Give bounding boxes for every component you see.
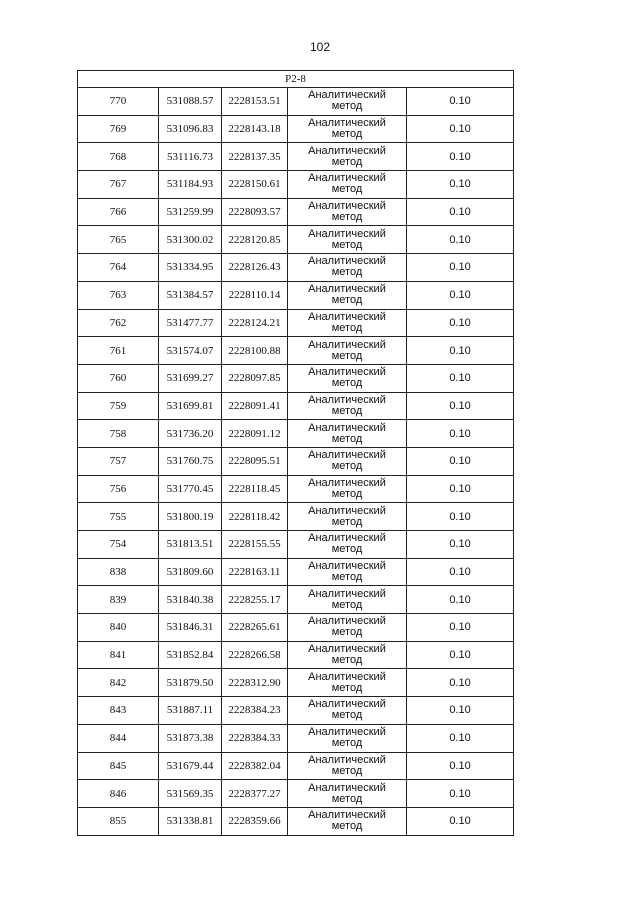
accuracy-cell: 0.10 <box>407 503 514 531</box>
method-line-2: метод <box>331 598 363 611</box>
method-line-1: Аналитический <box>308 504 386 517</box>
method-cell <box>288 364 407 392</box>
table-row <box>78 115 514 143</box>
accuracy-cell: 0.10 <box>407 614 514 642</box>
method-cell <box>288 807 407 835</box>
point-number-cell: 844 <box>78 724 159 752</box>
y-coordinate-cell: 2228091.41 <box>222 392 288 420</box>
y-coordinate-cell: 2228384.23 <box>222 697 288 725</box>
point-number-cell: 757 <box>78 447 159 475</box>
method-line-2: метод <box>331 543 363 556</box>
table-row <box>78 475 514 503</box>
table-row <box>78 807 514 835</box>
y-coordinate-cell: 2228118.42 <box>222 503 288 531</box>
accuracy-cell: 0.10 <box>407 752 514 780</box>
table-row <box>78 88 514 116</box>
method-line-1: Аналитический <box>308 89 386 102</box>
x-coordinate-cell: 531846.31 <box>159 614 222 642</box>
point-number-cell: 840 <box>78 614 159 642</box>
accuracy-cell: 0.10 <box>407 254 514 282</box>
method-line-2: метод <box>331 377 363 390</box>
point-number-cell: 765 <box>78 226 159 254</box>
y-coordinate-cell: 2228153.51 <box>222 88 288 116</box>
x-coordinate-cell: 531873.38 <box>159 724 222 752</box>
y-coordinate-cell: 2228163.11 <box>222 558 288 586</box>
accuracy-cell: 0.10 <box>407 669 514 697</box>
x-coordinate-cell: 531338.81 <box>159 807 222 835</box>
method-cell <box>288 309 407 337</box>
method-line-2: метод <box>331 183 363 196</box>
x-coordinate-cell: 531088.57 <box>159 88 222 116</box>
method-line-1: Аналитический <box>308 421 386 434</box>
accuracy-cell: 0.10 <box>407 697 514 725</box>
method-cell <box>288 614 407 642</box>
table-row <box>78 337 514 365</box>
method-line-1: Аналитический <box>308 393 386 406</box>
method-line-2: метод <box>331 321 363 334</box>
x-coordinate-cell: 531840.38 <box>159 586 222 614</box>
method-line-2: метод <box>331 100 363 113</box>
accuracy-cell: 0.10 <box>407 807 514 835</box>
accuracy-cell: 0.10 <box>407 392 514 420</box>
x-coordinate-cell: 531852.84 <box>159 641 222 669</box>
point-number-cell: 768 <box>78 143 159 171</box>
point-number-cell: 838 <box>78 558 159 586</box>
table-body <box>78 71 514 836</box>
accuracy-cell: 0.10 <box>407 337 514 365</box>
method-cell <box>288 752 407 780</box>
point-number-cell: 760 <box>78 364 159 392</box>
point-number-cell: 755 <box>78 503 159 531</box>
method-cell <box>288 503 407 531</box>
method-line-2: метод <box>331 820 363 833</box>
point-number-cell: 758 <box>78 420 159 448</box>
method-cell <box>288 337 407 365</box>
method-cell <box>288 198 407 226</box>
x-coordinate-cell: 531096.83 <box>159 115 222 143</box>
x-coordinate-cell: 531574.07 <box>159 337 222 365</box>
method-line-1: Аналитический <box>308 560 386 573</box>
point-number-cell: 754 <box>78 531 159 559</box>
method-line-2: метод <box>331 266 363 279</box>
accuracy-cell: 0.10 <box>407 447 514 475</box>
method-line-2: метод <box>331 515 363 528</box>
accuracy-cell: 0.10 <box>407 586 514 614</box>
method-cell <box>288 115 407 143</box>
point-number-cell: 855 <box>78 807 159 835</box>
y-coordinate-cell: 2228110.14 <box>222 281 288 309</box>
x-coordinate-cell: 531569.35 <box>159 780 222 808</box>
x-coordinate-cell: 531760.75 <box>159 447 222 475</box>
method-line-1: Аналитический <box>308 532 386 545</box>
x-coordinate-cell: 531334.95 <box>159 254 222 282</box>
method-line-1: Аналитический <box>308 781 386 794</box>
y-coordinate-cell: 2228137.35 <box>222 143 288 171</box>
table-row <box>78 531 514 559</box>
method-line-2: метод <box>331 571 363 584</box>
x-coordinate-cell: 531300.02 <box>159 226 222 254</box>
method-line-2: метод <box>331 155 363 168</box>
method-cell <box>288 475 407 503</box>
method-line-1: Аналитический <box>308 200 386 213</box>
accuracy-cell: 0.10 <box>407 226 514 254</box>
method-cell <box>288 669 407 697</box>
accuracy-cell: 0.10 <box>407 531 514 559</box>
accuracy-cell: 0.10 <box>407 364 514 392</box>
accuracy-cell: 0.10 <box>407 281 514 309</box>
table-row <box>78 724 514 752</box>
method-line-1: Аналитический <box>308 255 386 268</box>
method-line-1: Аналитический <box>308 615 386 628</box>
table-row <box>78 420 514 448</box>
method-line-1: Аналитический <box>308 366 386 379</box>
x-coordinate-cell: 531800.19 <box>159 503 222 531</box>
page-number: 102 <box>309 40 331 54</box>
method-cell <box>288 697 407 725</box>
x-coordinate-cell: 531809.60 <box>159 558 222 586</box>
method-cell <box>288 392 407 420</box>
point-number-cell: 763 <box>78 281 159 309</box>
method-line-1: Аналитический <box>308 338 386 351</box>
method-line-2: метод <box>331 238 363 251</box>
table-row <box>78 226 514 254</box>
method-line-2: метод <box>331 487 363 500</box>
table-row <box>78 614 514 642</box>
x-coordinate-cell: 531887.11 <box>159 697 222 725</box>
table-row <box>78 558 514 586</box>
y-coordinate-cell: 2228150.61 <box>222 171 288 199</box>
accuracy-cell: 0.10 <box>407 780 514 808</box>
y-coordinate-cell: 2228312.90 <box>222 669 288 697</box>
method-line-2: метод <box>331 792 363 805</box>
y-coordinate-cell: 2228097.85 <box>222 364 288 392</box>
method-line-1: Аналитический <box>308 809 386 822</box>
y-coordinate-cell: 2228091.12 <box>222 420 288 448</box>
x-coordinate-cell: 531699.27 <box>159 364 222 392</box>
x-coordinate-cell: 531813.51 <box>159 531 222 559</box>
point-number-cell: 769 <box>78 115 159 143</box>
table-row <box>78 392 514 420</box>
method-line-1: Аналитический <box>308 172 386 185</box>
accuracy-cell: 0.10 <box>407 420 514 448</box>
method-cell <box>288 724 407 752</box>
table-row <box>78 697 514 725</box>
table-row <box>78 669 514 697</box>
method-line-1: Аналитический <box>308 117 386 130</box>
point-number-cell: 839 <box>78 586 159 614</box>
table-row <box>78 780 514 808</box>
point-number-cell: 761 <box>78 337 159 365</box>
method-line-1: Аналитический <box>308 476 386 489</box>
method-line-1: Аналитический <box>308 753 386 766</box>
y-coordinate-cell: 2228100.88 <box>222 337 288 365</box>
table-row <box>78 364 514 392</box>
x-coordinate-cell: 531699.81 <box>159 392 222 420</box>
accuracy-cell: 0.10 <box>407 143 514 171</box>
point-number-cell: 767 <box>78 171 159 199</box>
accuracy-cell: 0.10 <box>407 171 514 199</box>
method-line-2: метод <box>331 294 363 307</box>
method-line-2: метод <box>331 681 363 694</box>
y-coordinate-cell: 2228155.55 <box>222 531 288 559</box>
point-number-cell: 842 <box>78 669 159 697</box>
x-coordinate-cell: 531879.50 <box>159 669 222 697</box>
point-number-cell: 841 <box>78 641 159 669</box>
accuracy-cell: 0.10 <box>407 88 514 116</box>
point-number-cell: 846 <box>78 780 159 808</box>
section-header-row <box>78 71 514 88</box>
method-line-1: Аналитический <box>308 643 386 656</box>
y-coordinate-cell: 2228118.45 <box>222 475 288 503</box>
method-cell <box>288 88 407 116</box>
point-number-cell: 845 <box>78 752 159 780</box>
point-number-cell: 762 <box>78 309 159 337</box>
accuracy-cell: 0.10 <box>407 558 514 586</box>
method-cell <box>288 531 407 559</box>
x-coordinate-cell: 531679.44 <box>159 752 222 780</box>
x-coordinate-cell: 531384.57 <box>159 281 222 309</box>
y-coordinate-cell: 2228266.58 <box>222 641 288 669</box>
table-row <box>78 198 514 226</box>
y-coordinate-cell: 2228120.85 <box>222 226 288 254</box>
table-row <box>78 447 514 475</box>
method-cell <box>288 558 407 586</box>
y-coordinate-cell: 2228265.61 <box>222 614 288 642</box>
y-coordinate-cell: 2228359.66 <box>222 807 288 835</box>
method-line-2: метод <box>331 737 363 750</box>
method-cell <box>288 171 407 199</box>
y-coordinate-cell: 2228384.33 <box>222 724 288 752</box>
table-row <box>78 254 514 282</box>
method-line-2: метод <box>331 128 363 141</box>
table-row <box>78 641 514 669</box>
method-cell <box>288 420 407 448</box>
method-cell <box>288 143 407 171</box>
method-line-2: метод <box>331 211 363 224</box>
method-cell <box>288 254 407 282</box>
x-coordinate-cell: 531116.73 <box>159 143 222 171</box>
accuracy-cell: 0.10 <box>407 115 514 143</box>
point-number-cell: 766 <box>78 198 159 226</box>
method-line-2: метод <box>331 626 363 639</box>
y-coordinate-cell: 2228124.21 <box>222 309 288 337</box>
method-cell <box>288 281 407 309</box>
method-line-2: метод <box>331 764 363 777</box>
method-line-2: метод <box>331 709 363 722</box>
method-cell <box>288 226 407 254</box>
table-row <box>78 309 514 337</box>
table-row <box>78 503 514 531</box>
y-coordinate-cell: 2228126.43 <box>222 254 288 282</box>
method-line-2: метод <box>331 349 363 362</box>
point-number-cell: 756 <box>78 475 159 503</box>
method-line-1: Аналитический <box>308 449 386 462</box>
point-number-cell: 764 <box>78 254 159 282</box>
method-cell <box>288 447 407 475</box>
accuracy-cell: 0.10 <box>407 198 514 226</box>
x-coordinate-cell: 531477.77 <box>159 309 222 337</box>
accuracy-cell: 0.10 <box>407 641 514 669</box>
method-line-1: Аналитический <box>308 283 386 296</box>
y-coordinate-cell: 2228382.04 <box>222 752 288 780</box>
method-line-1: Аналитический <box>308 670 386 683</box>
table-row <box>78 586 514 614</box>
coordinates-table <box>77 70 514 836</box>
method-line-2: метод <box>331 432 363 445</box>
x-coordinate-cell: 531736.20 <box>159 420 222 448</box>
table-row <box>78 171 514 199</box>
y-coordinate-cell: 2228255.17 <box>222 586 288 614</box>
table-row <box>78 752 514 780</box>
method-line-1: Аналитический <box>308 144 386 157</box>
method-line-2: метод <box>331 654 363 667</box>
method-cell <box>288 586 407 614</box>
accuracy-cell: 0.10 <box>407 724 514 752</box>
method-line-1: Аналитический <box>308 227 386 240</box>
method-line-2: метод <box>331 404 363 417</box>
point-number-cell: 843 <box>78 697 159 725</box>
accuracy-cell: 0.10 <box>407 309 514 337</box>
y-coordinate-cell: 2228095.51 <box>222 447 288 475</box>
x-coordinate-cell: 531259.99 <box>159 198 222 226</box>
method-line-1: Аналитический <box>308 310 386 323</box>
x-coordinate-cell: 531770.45 <box>159 475 222 503</box>
point-number-cell: 770 <box>78 88 159 116</box>
method-line-1: Аналитический <box>308 698 386 711</box>
table-row <box>78 281 514 309</box>
section-title: Р2-8 <box>78 71 514 88</box>
method-cell <box>288 641 407 669</box>
table-row <box>78 143 514 171</box>
x-coordinate-cell: 531184.93 <box>159 171 222 199</box>
method-line-1: Аналитический <box>308 587 386 600</box>
method-cell <box>288 780 407 808</box>
point-number-cell: 759 <box>78 392 159 420</box>
accuracy-cell: 0.10 <box>407 475 514 503</box>
y-coordinate-cell: 2228143.18 <box>222 115 288 143</box>
method-line-1: Аналитический <box>308 726 386 739</box>
y-coordinate-cell: 2228093.57 <box>222 198 288 226</box>
y-coordinate-cell: 2228377.27 <box>222 780 288 808</box>
method-line-2: метод <box>331 460 363 473</box>
